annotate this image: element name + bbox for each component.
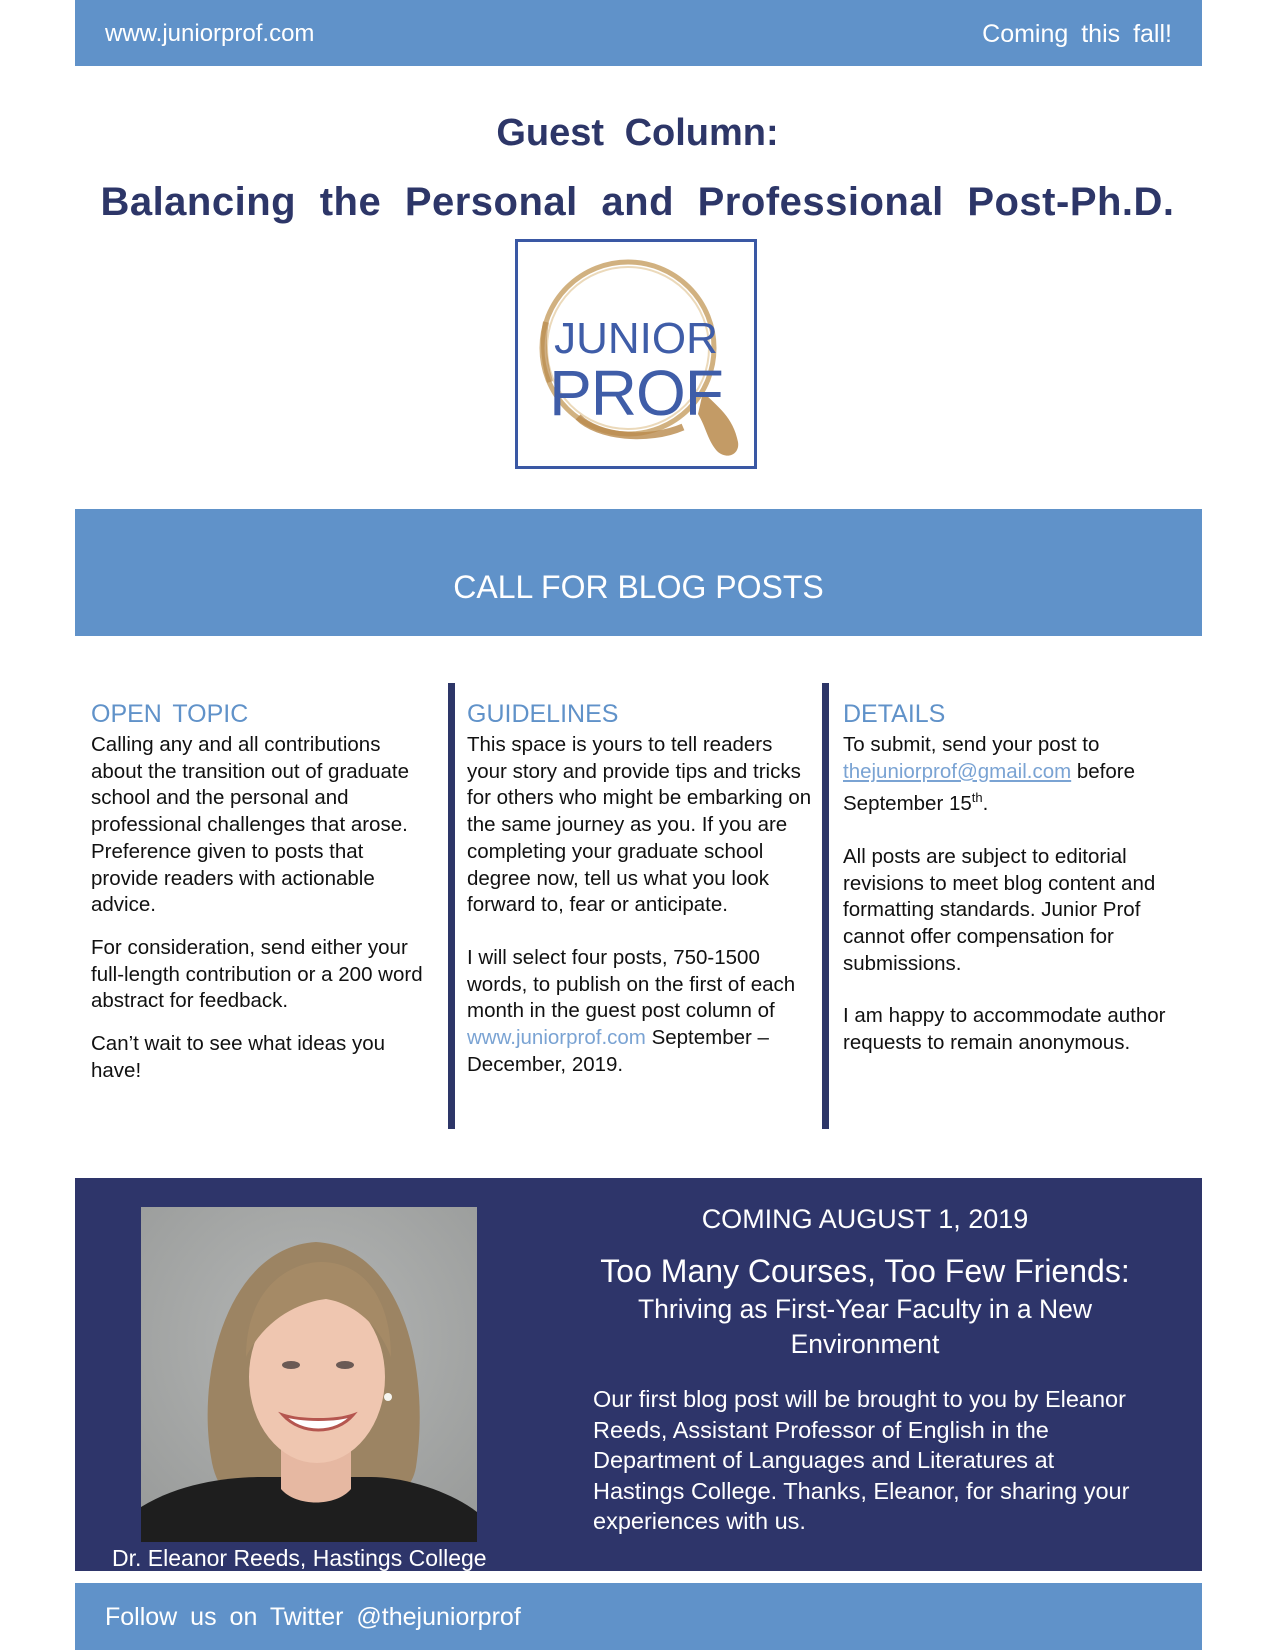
- paragraph: All posts are subject to editorial revisions to meet blog content and formatting standards. Junior Prof cannot offer compensation for submissions.: [843, 844, 1156, 975]
- author-photo: [141, 1207, 477, 1542]
- text: September – December, 2019.: [467, 1026, 769, 1076]
- text: before September 15: [843, 759, 1136, 816]
- column-open-topic: [91, 700, 436, 1100]
- top-banner: [75, 0, 1202, 66]
- page-title-line1: Guest Column:: [496, 112, 779, 154]
- twitter-follow-link[interactable]: Follow us on Twitter @thejuniorprof: [105, 1603, 521, 1631]
- website-link[interactable]: www.juniorprof.com: [467, 1026, 646, 1050]
- paragraph: [843, 732, 1188, 818]
- email-link[interactable]: thejuniorprof@gmail.com: [843, 759, 1072, 783]
- column-guidelines: [467, 700, 812, 1094]
- website-link[interactable]: www.juniorprof.com: [105, 20, 315, 47]
- call-for-posts-heading: CALL FOR BLOG POSTS: [453, 569, 824, 605]
- call-for-posts-banner: [75, 509, 1202, 636]
- tagline: Coming this fall!: [982, 20, 1172, 48]
- column-heading: OPEN TOPIC: [91, 700, 249, 728]
- superscript: th: [971, 790, 983, 806]
- post-title: Too Many Courses, Too Few Friends:: [600, 1253, 1130, 1289]
- logo-text-junior: JUNIOR: [554, 314, 718, 363]
- photo-caption: Dr. Eleanor Reeds, Hastings College: [112, 1545, 487, 1571]
- post-description: Our first blog post will be brought to you by Eleanor Reeds, Assistant Professor of English in the Department of Languages and Literatures at Hastings College. Thanks, Eleanor, for sharing your experiences with us.: [593, 1386, 1130, 1534]
- portrait-image-icon: [141, 1207, 477, 1542]
- page-title-line2: Balancing the Personal and Professional Post-Ph.D.: [100, 180, 1175, 224]
- text: .: [982, 792, 989, 816]
- column-heading: DETAILS: [843, 700, 946, 728]
- post-subtitle: Thriving as First-Year Faculty in a New Environment: [637, 1294, 1093, 1359]
- text: I will select four posts, 750-1500 words, to publish on the first of each month in the guest post column of: [467, 945, 796, 1023]
- footer-banner: [75, 1583, 1202, 1650]
- featured-post-details: [585, 1204, 1145, 1537]
- paragraph: For consideration, send either your full-length contribution or a 200 word abstract for feedback.: [91, 935, 423, 1013]
- junior-prof-logo: [515, 239, 757, 469]
- paragraph: Can’t wait to see what ideas you have!: [91, 1032, 385, 1082]
- paragraph: [467, 945, 812, 1079]
- logo-text-prof: PROF: [549, 357, 723, 429]
- paragraph: This space is yours to tell readers your story and provide tips and tricks for others who might be embarking on the same journey as you. If you are completing your graduate school degree now, tell us what you look forward to, fear or anticipate.: [467, 733, 812, 917]
- paragraph: Calling any and all contributions about the transition out of graduate school and the personal and professional challenges that arose. Preference given to posts that provide readers with actionable advice.: [91, 733, 409, 917]
- text: To submit, send your post to: [843, 733, 1100, 756]
- column-details: [843, 700, 1188, 1073]
- paragraph: I am happy to accommodate author requests to remain anonymous.: [843, 1004, 1166, 1055]
- release-date: COMING AUGUST 1, 2019: [701, 1204, 1029, 1234]
- column-divider: [448, 683, 455, 1129]
- column-heading: GUIDELINES: [467, 700, 619, 728]
- featured-post-section: [75, 1178, 1202, 1571]
- column-divider: [822, 683, 829, 1129]
